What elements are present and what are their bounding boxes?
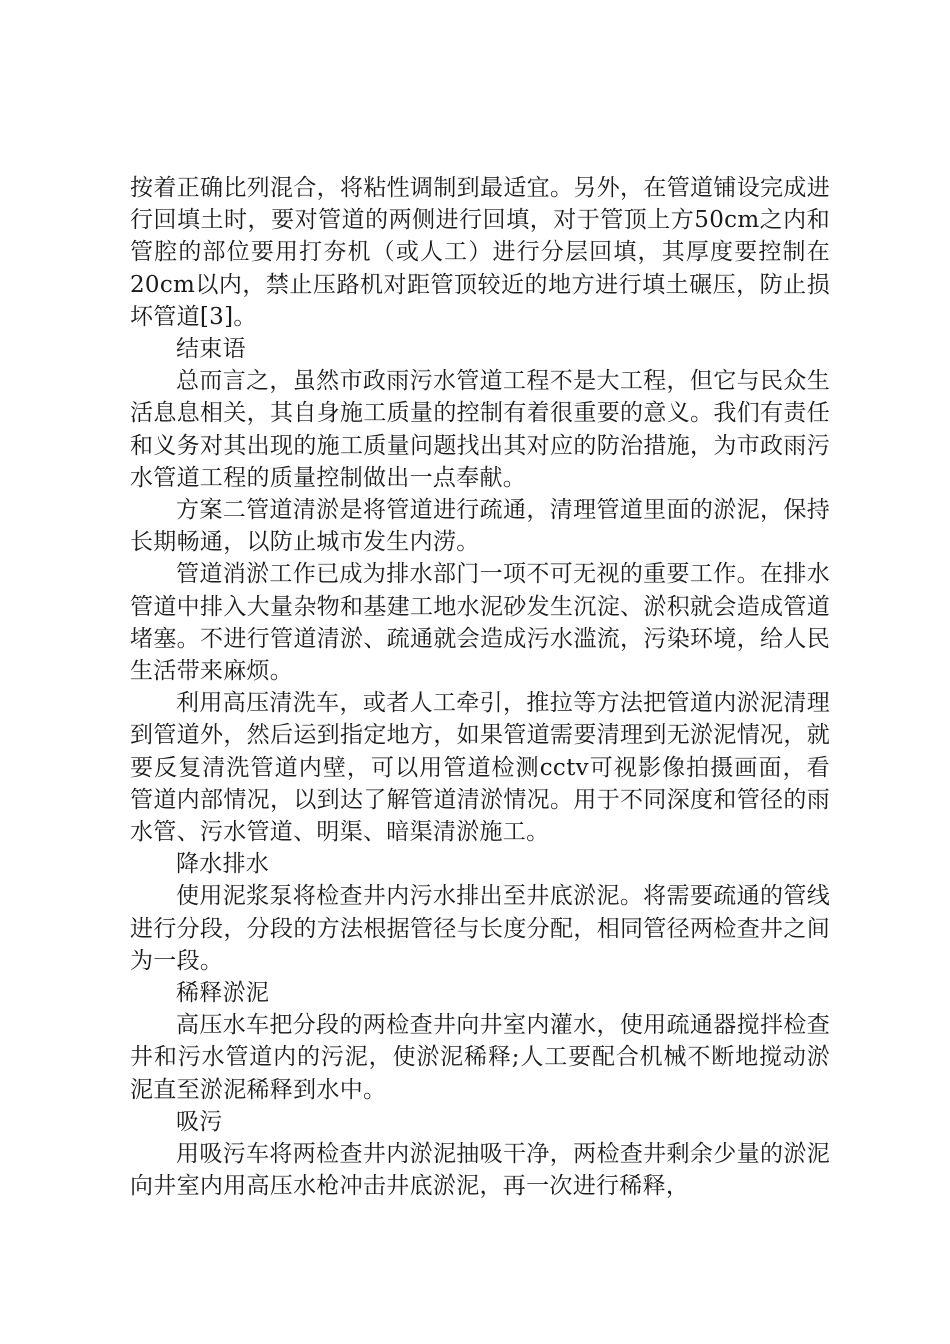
- paragraph-backfill: 按着正确比列混合，将粘性调制到最适宜。另外，在管道铺设完成进行回填土时，要对管道的两侧进行回填，对于管顶上方50cm之内和管腔的部位要用打夯机（或人工）进行分层回填，其厚度要控制在20cm以内，禁止压路机对距管顶较近的地方进行填土碾压，防止损坏管道[3]。: [130, 175, 830, 330]
- paragraph-dredging-method: 利用高压清洗车，或者人工牵引，推拉等方法把管道内淤泥清理到管道外，然后运到指定地方，如果管道需要清理到无淤泥情况，就要反复清洗管道内壁，可以用管道检测cctv可视影像拍摄画面，看管道内部情况，以到达了解管道清淤情况。用于不同深度和管径的雨水管、污水管道、明渠、暗渠清淤施工。: [130, 690, 830, 846]
- paragraph-suction: 用吸污车将两检查井内淤泥抽吸干净，两检查井剩余少量的淤泥向井室内用高压水枪冲击井底淤泥，再一次进行稀释，: [130, 1141, 830, 1200]
- document-page: [130, 172, 830, 1203]
- heading-dilute-sludge: 稀释淤泥: [176, 980, 270, 1007]
- paragraph-plan-two: 方案二管道清淤是将管道进行疏通，清理管道里面的淤泥，保持长期畅通，以防止城市发生内涝。: [130, 497, 830, 556]
- paragraph-dilute-sludge: 高压水车把分段的两检查井向井室内灌水，使用疏通器搅拌检查井和污水管道内的污泥，使淤泥稀释;人工要配合机械不断地搅动淤泥直至淤泥稀释到水中。: [130, 1012, 830, 1103]
- paragraph-dewatering: 使用泥浆泵将检查井内污水排出至井底淤泥。将需要疏通的管线进行分段，分段的方法根据管径与长度分配，相同管径两检查井之间为一段。: [130, 883, 830, 974]
- heading-suction: 吸污: [176, 1108, 223, 1135]
- paragraph-summary: 总而言之，虽然市政雨污水管道工程不是大工程，但它与民众生活息息相关，其自身施工质量的控制有着很重要的意义。我们有责任和义务对其出现的施工质量问题找出其对应的防治措施，为市政雨污水管道工程的质量控制做出一点奉献。: [130, 368, 830, 491]
- heading-dewatering: 降水排水: [176, 851, 270, 878]
- paragraph-dredging-importance: 管道消淤工作已成为排水部门一项不可无视的重要工作。在排水管道中排入大量杂物和基建工地水泥砂发生沉淀、淤积就会造成管道堵塞。不进行管道清淤、疏通就会造成污水滥流，污染环境，给人民生活带来麻烦。: [130, 561, 830, 685]
- heading-conclusion: 结束语: [176, 336, 246, 363]
